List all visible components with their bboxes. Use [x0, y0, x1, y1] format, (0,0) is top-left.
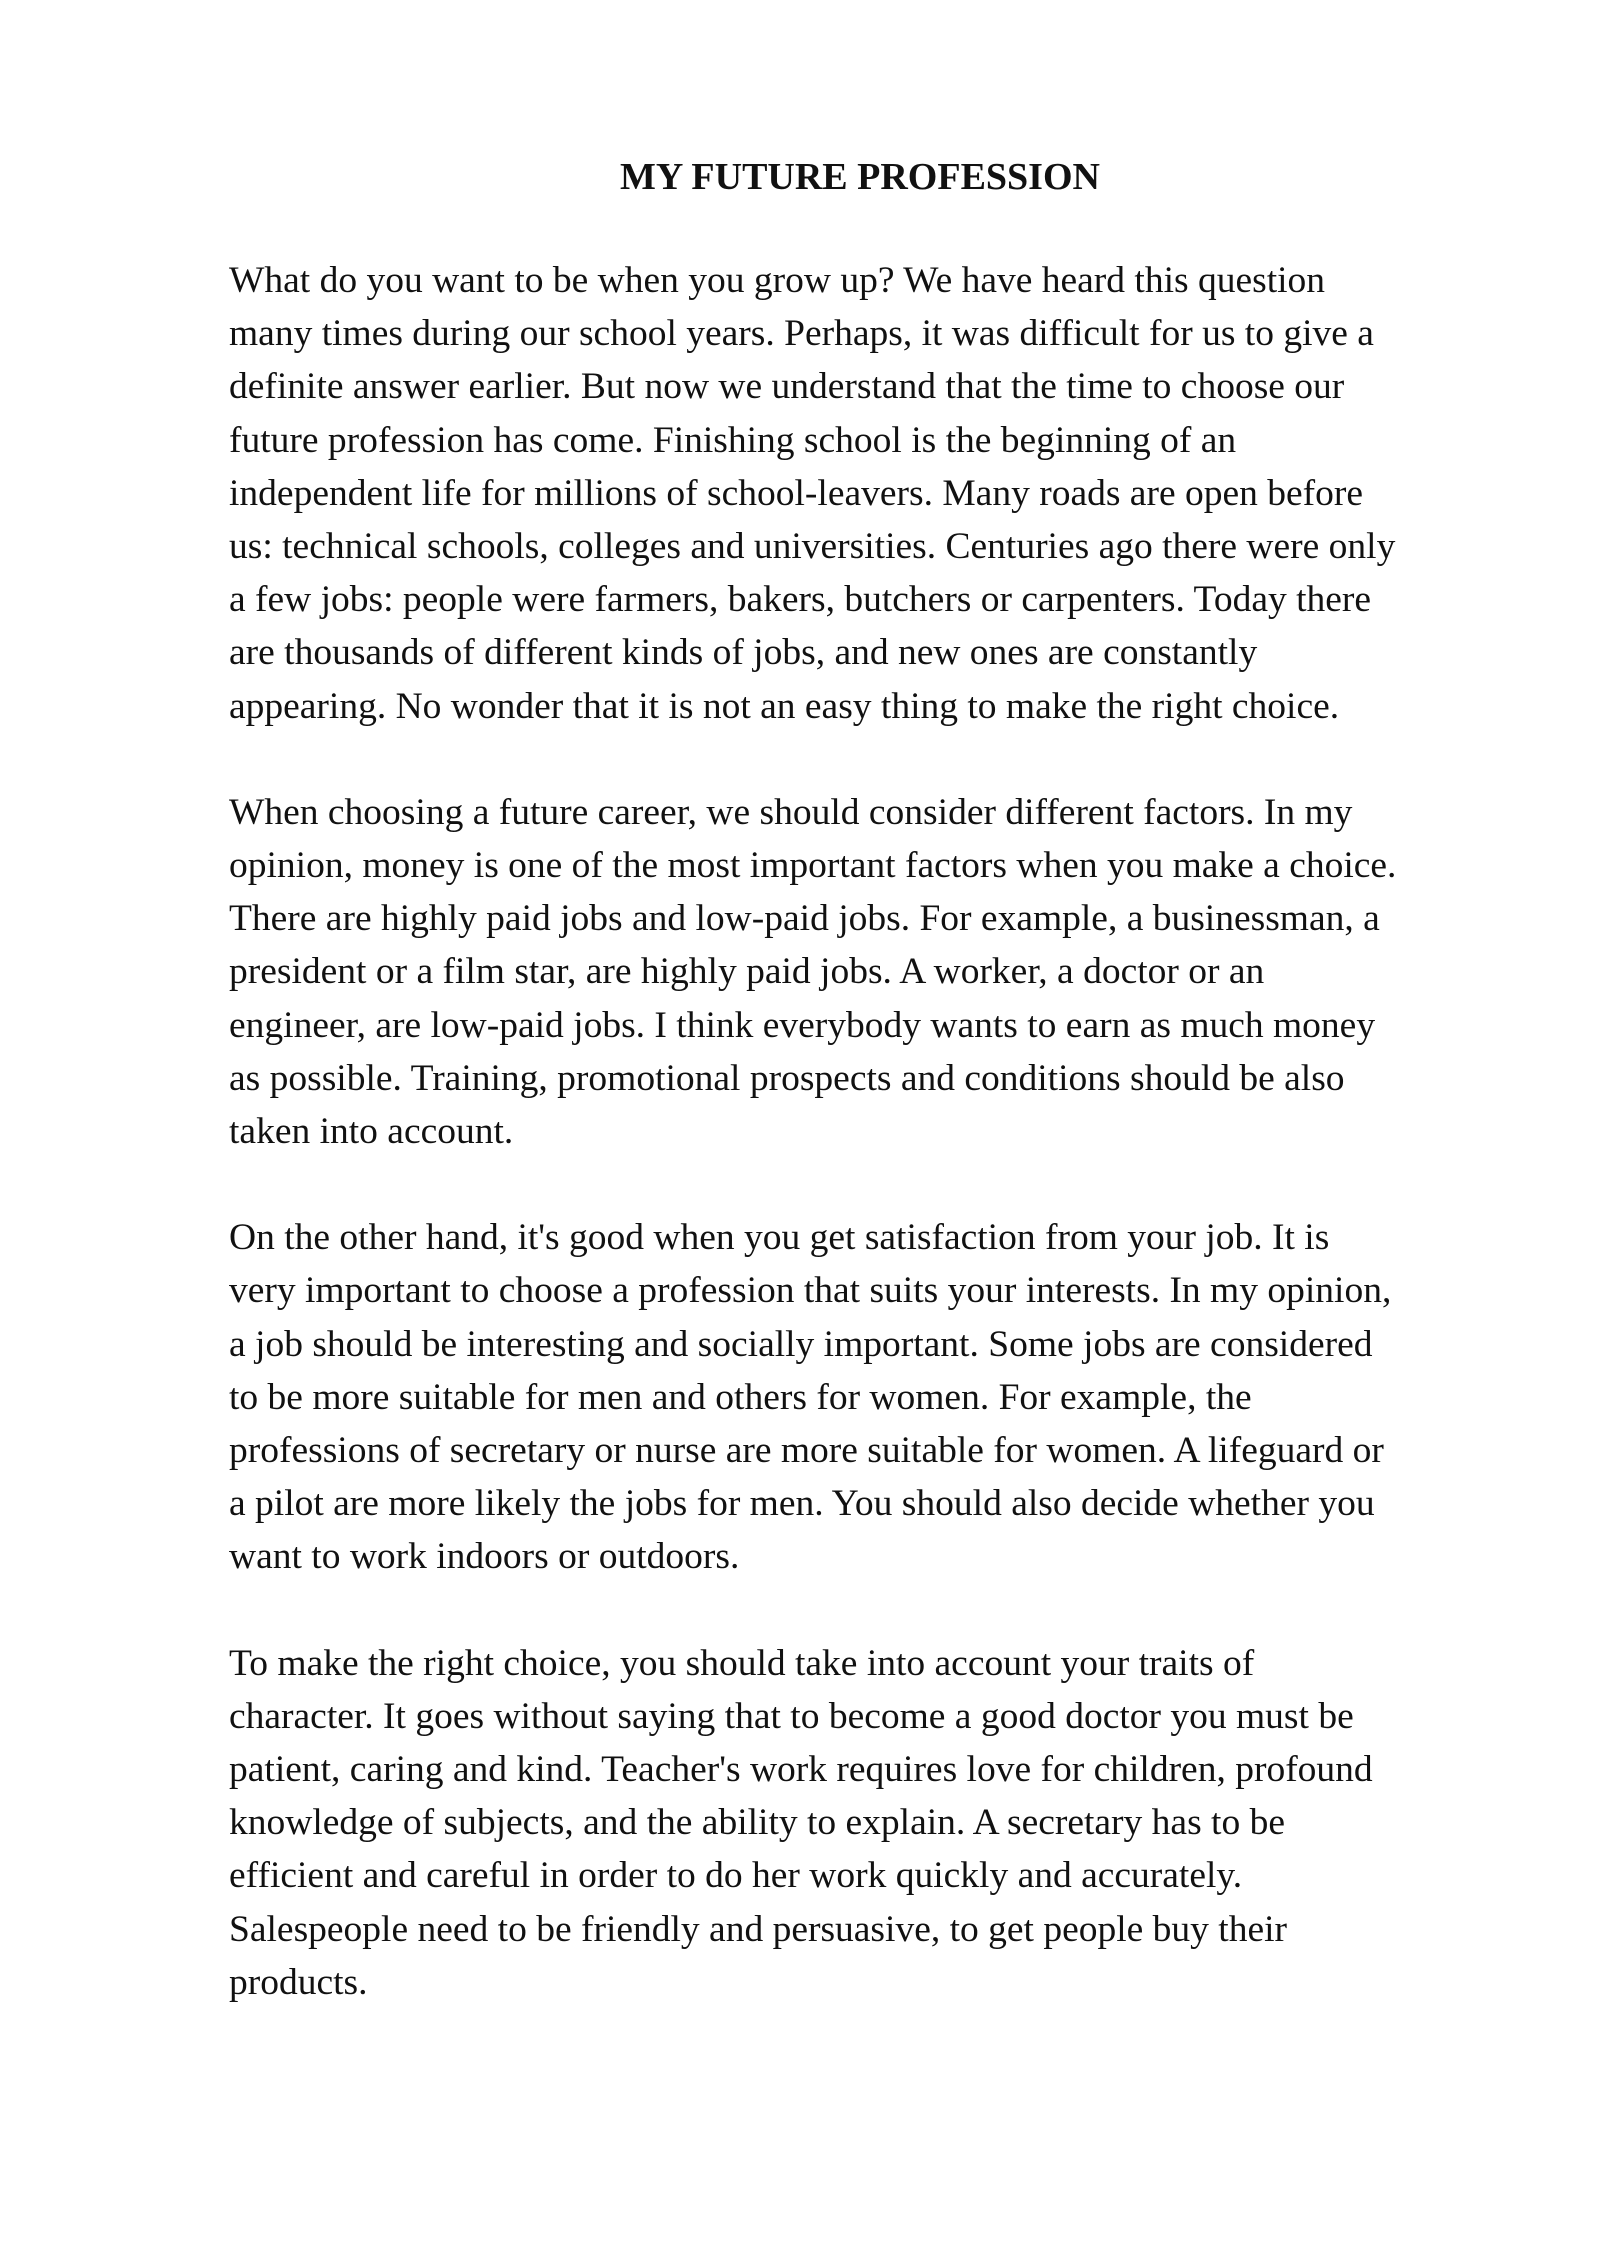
- text-line: future profession has come. Finishing school is the beginning of an: [229, 419, 1237, 461]
- text-line: independent life for millions of school-leavers. Many roads are open before: [229, 472, 1363, 514]
- text-line: appearing. No wonder that it is not an easy thing to make the right choice.: [229, 685, 1340, 727]
- text-line: are thousands of different kinds of jobs, and new ones are constantly: [229, 632, 1258, 674]
- text-line: When choosing a future career, we should consider different factors. In my: [229, 791, 1353, 833]
- text-line: Salespeople need to be friendly and persuasive, to get people buy their: [229, 1908, 1288, 1950]
- text-line: What do you want to be when you grow up? We have heard this question: [229, 260, 1326, 301]
- text-line: want to work indoors or outdoors.: [229, 1536, 740, 1578]
- page-title: MY FUTURE PROFESSION: [620, 156, 1100, 198]
- text-line: a few jobs: people were farmers, bakers, butchers or carpenters. Today there: [229, 579, 1372, 621]
- text-line: character. It goes without saying that to become a good doctor you must be: [229, 1695, 1354, 1737]
- text-line: as possible. Training, promotional prospects and conditions should be also: [229, 1057, 1345, 1099]
- paragraph-3: [229, 1211, 1529, 1583]
- text-line: definite answer earlier. But now we understand that the time to choose our: [229, 366, 1345, 408]
- text-line: a job should be interesting and socially important. Some jobs are considered: [229, 1323, 1373, 1365]
- text-line: products.: [229, 1961, 368, 2003]
- text-line: knowledge of subjects, and the ability to explain. A secretary has to be: [229, 1802, 1285, 1844]
- text-line: to be more suitable for men and others for women. For example, the: [229, 1376, 1252, 1418]
- text-line: professions of secretary or nurse are more suitable for women. A lifeguard or: [229, 1430, 1384, 1472]
- text-line: president or a film star, are highly paid jobs. A worker, a doctor or an: [229, 951, 1265, 993]
- text-line: patient, caring and kind. Teacher's work requires love for children, profound: [229, 1749, 1373, 1791]
- text-line: opinion, money is one of the most important factors when you make a choice.: [229, 845, 1397, 887]
- text-line: engineer, are low-paid jobs. I think everybody wants to earn as much money: [229, 1004, 1376, 1046]
- text-line: On the other hand, it's good when you get satisfaction from your job. It is: [229, 1217, 1330, 1259]
- text-line: There are highly paid jobs and low-paid jobs. For example, a businessman, a: [229, 898, 1380, 940]
- paragraph-2: [229, 786, 1529, 1158]
- text-line: very important to choose a profession that suits your interests. In my opinion,: [229, 1270, 1392, 1312]
- text-line: efficient and careful in order to do her work quickly and accurately.: [229, 1855, 1243, 1897]
- document-body: [229, 254, 1529, 2062]
- paragraph-1: [229, 254, 1529, 733]
- text-line: us: technical schools, colleges and universities. Centuries ago there were only: [229, 526, 1396, 568]
- text-line: To make the right choice, you should take into account your traits of: [229, 1642, 1255, 1684]
- text-line: a pilot are more likely the jobs for men. You should also decide whether you: [229, 1483, 1375, 1525]
- text-line: many times during our school years. Perhaps, it was difficult for us to give a: [229, 313, 1374, 355]
- text-line: taken into account.: [229, 1111, 514, 1153]
- paragraph-4: [229, 1637, 1529, 2009]
